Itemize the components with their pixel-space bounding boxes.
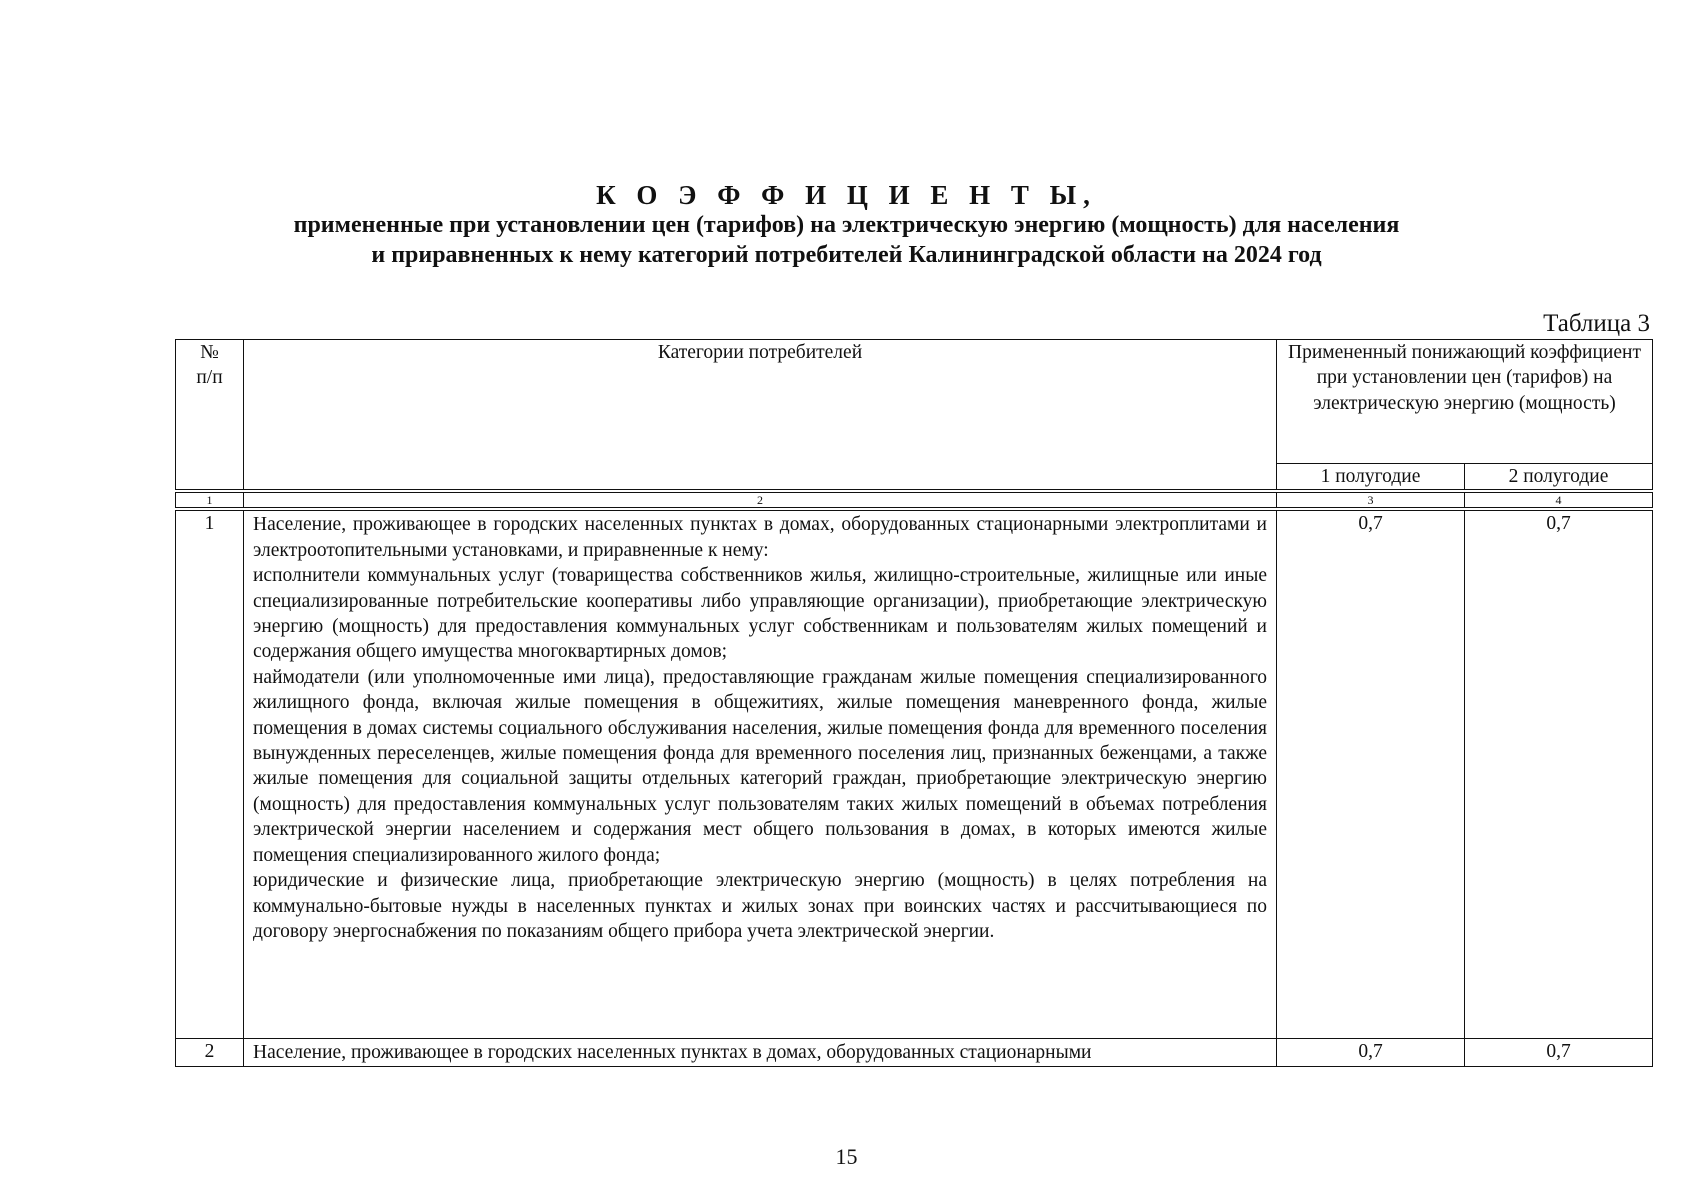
row-half-year-1-value: 0,7 <box>1277 511 1465 1039</box>
header-category: Категории потребителей <box>244 340 1277 490</box>
category-paragraph: Население, проживающее в городских населенных пунктах в домах, оборудованных стационарными электроплитами и электроотопительными установками, и приравненные к нему: <box>253 514 1267 561</box>
table-row <box>176 511 1653 1039</box>
coefficients-table <box>175 339 1653 1067</box>
row-number: 2 <box>176 1039 244 1066</box>
category-paragraph: Население, проживающее в городских населенных пунктах в домах, оборудованных стационарными <box>253 1042 1092 1064</box>
document-title: К О Э Ф Ф И Ц И Е Н Т Ы, <box>596 180 1097 210</box>
table-row <box>176 1039 1653 1066</box>
document-subtitle-line-1: примененные при установлении цен (тарифов) на электрическую энергию (мощность) для населения <box>293 212 1400 238</box>
document-title-block <box>0 180 1693 270</box>
column-number-3: 3 <box>1277 493 1465 508</box>
row-number: 1 <box>176 511 244 1039</box>
table-caption: Таблица 3 <box>1543 310 1650 337</box>
column-number-4: 4 <box>1465 493 1653 508</box>
row-half-year-2-value: 0,7 <box>1465 511 1653 1039</box>
row-half-year-1-value: 0,7 <box>1277 1039 1465 1066</box>
header-number <box>176 340 244 490</box>
row-half-year-2-value: 0,7 <box>1465 1039 1653 1066</box>
column-number-2: 2 <box>244 493 1277 508</box>
header-coefficient: Примененный понижающий коэффициент при установлении цен (тарифов) на электрическую энергию (мощность) <box>1277 340 1653 464</box>
row-category-text <box>244 511 1277 1039</box>
category-paragraph: юридические и физические лица, приобретающие электрическую энергию (мощность) в целях потребления на коммунально-бытовые нужды в населенных пунктах и жилых зонах при воинских частях и рассчитывающиеся по договору энергоснабжения по показаниям общего прибора учета электрической энергии. <box>253 870 1267 942</box>
column-number-1: 1 <box>176 493 244 508</box>
header-number-symbol: № <box>200 342 219 363</box>
column-number-row <box>176 493 1653 508</box>
header-row <box>176 340 1653 464</box>
header-half-year-1: 1 полугодие <box>1277 464 1465 490</box>
header-number-abbr: п/п <box>196 367 223 389</box>
row-category-text <box>244 1039 1277 1066</box>
category-paragraph: исполнители коммунальных услуг (товарищества собственников жилья, жилищно-строительные, жилищные или иные специализированные потребительские кооперативы либо управляющие организации), приобретающие электрическую энергию (мощность) для предоставления коммунальных услуг собственникам и пользователям жилых помещений и содержания общего имущества многоквартирных домов; <box>253 565 1267 663</box>
page-number: 15 <box>835 1144 858 1169</box>
header-half-year-2: 2 полугодие <box>1465 464 1653 490</box>
document-subtitle-line-2: и приравненных к нему категорий потребителей Калининградской области на 2024 год <box>371 242 1322 268</box>
category-paragraph: наймодатели (или уполномоченные ими лица), предоставляющие гражданам жилые помещения специализированного жилищного фонда, включая жилые помещения в общежитиях, жилые помещения маневренного фонда, жилые помещения в домах системы социального обслуживания населения, жилые помещения фонда для временного поселения вынужденных переселенцев, жилые помещения фонда для временного поселения лиц, признанных беженцами, а также жилые помещения для социальной защиты отдельных категорий граждан, приобретающие электрическую энергию (мощность) для предоставления коммунальных услуг пользователям таких жилых помещений в объемах потребления электрической энергии населением и содержания мест общего пользования в домах, в которых имеются жилые помещения специализированного жилого фонда; <box>253 666 1267 866</box>
